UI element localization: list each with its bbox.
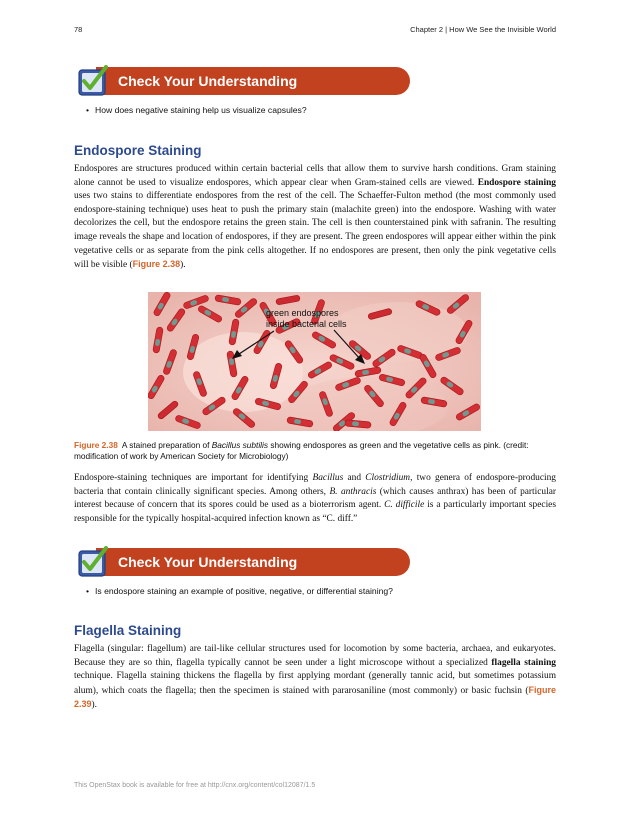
cyu-question-1: • How does negative staining help us visualize capsules? — [95, 105, 307, 115]
key-term-endospore-staining: Endospore staining — [477, 177, 556, 188]
figure-caption-label: Figure 2.38 — [74, 440, 118, 450]
figure-caption: Figure 2.38 A stained preparation of Bacillus subtilis showing endospores as green and the vegetative cells as pink. (credit: modification of work by American Society for Microbiology) — [74, 440, 529, 461]
banner-title: Check Your Understanding — [118, 554, 298, 570]
section-heading-flagella: Flagella Staining — [74, 623, 182, 638]
key-term-flagella-staining: flagella staining — [491, 657, 556, 668]
check-understanding-banner-1 — [78, 65, 410, 95]
flagella-paragraph: Flagella (singular: flagellum) are tail-like cellular structures used for locomotion by some bacteria, archaea, and eukaryotes. Because they are so thin, flagella typically cannot be seen under a light microscope without a specialized flagella staining technique. Flagella staining thickens the flagella by first applying mordant (generally tannic acid, but sometimes potassium alum), which coats the flagella; then the specimen is stained with pararosaniline (most commonly) or basic fuchsin (Figure 2.39). — [74, 644, 556, 711]
figure-link-2-38[interactable]: Figure 2.38 — [132, 259, 181, 270]
cyu-question-2: • Is endospore staining an example of positive, negative, or differential staining? — [95, 586, 393, 596]
endospore-techniques-paragraph: Endospore-staining techniques are important for identifying Bacillus and Clostridium, two genera of endospore-producing bacteria that contain clinically significant species. Among others, B. anthracis (which causes anthrax) has been of particular interest because of concern that its spores could be used as a bioterrorism agent. C. difficile is a particularly important species responsible for the typically hospital-acquired infection known as “C. diff.” — [74, 473, 556, 524]
footer-note: This OpenStax book is available for free at http://cnx.org/content/col12087/1.5 — [74, 782, 316, 789]
check-understanding-banner-2 — [78, 546, 410, 576]
figure-label-line-2: inside bacterial cells — [266, 319, 347, 329]
chapter-header: Chapter 2 | How We See the Invisible World — [410, 25, 556, 34]
figure-2-38-micrograph — [148, 292, 481, 431]
figure-link-2-39[interactable]: Figure 2.39 — [74, 684, 556, 710]
checkbox-check-icon — [78, 546, 108, 578]
checkbox-check-icon — [78, 65, 108, 97]
banner-title: Check Your Understanding — [118, 73, 298, 89]
endospore-paragraph: Endospores are structures produced within certain bacterial cells that allow them to survive harsh conditions. Gram staining alone cannot be used to visualize endospores, which appear clear when Gram-stained cells are viewed. Endospore staining uses two stains to differentiate endospores from the rest of the cell. The Schaeffer-Fulton method (the most commonly used endospore-staining technique) uses heat to push the primary stain (malachite green) into the endospore. Washing with water decolorizes the cell, but the endospore retains the green stain. The cell is then counterstained pink with safranin. The resulting image reveals the shape and location of endospores, if they are present. The green endospores will appear either within the pink vegetative cells or as separate from the pink cells altogether. If no endospores are present, then only the pink vegetative cells will be visible (Figure 2.38). — [74, 164, 556, 271]
page-number: 78 — [74, 25, 83, 34]
figure-label-line-1: green endospores — [266, 308, 339, 318]
section-heading-endospore: Endospore Staining — [74, 143, 202, 158]
